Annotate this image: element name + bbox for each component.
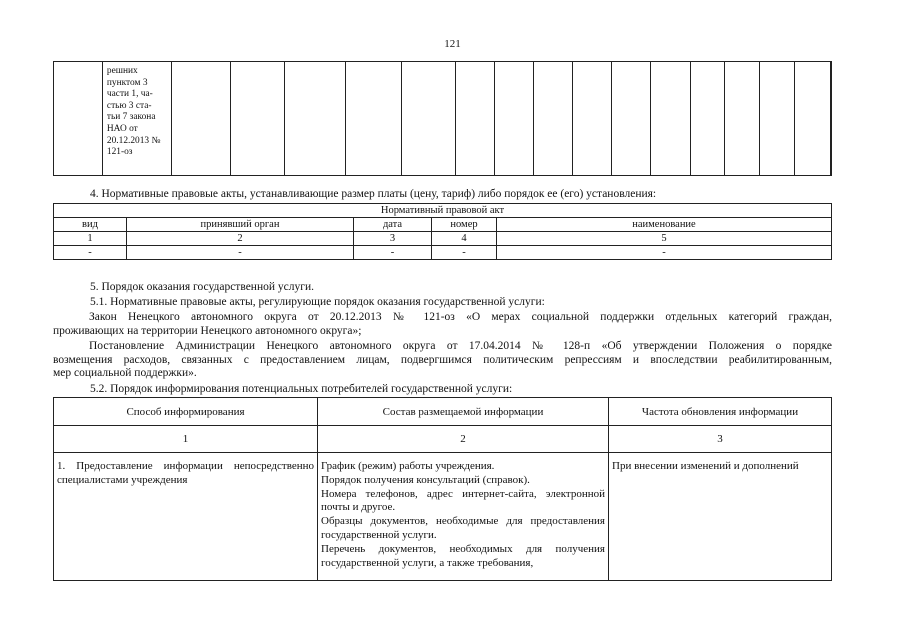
content-item: Образцы документов, необходимые для предоставления государственной услуги.	[321, 515, 605, 541]
table-cell: -	[127, 246, 354, 260]
table-cell	[495, 62, 534, 176]
column-number: 2	[127, 232, 354, 246]
table-cell	[285, 62, 345, 176]
table-cell	[534, 62, 572, 176]
column-number: 5	[497, 232, 832, 246]
table-cell: -	[497, 246, 832, 260]
informing-method: 1. Предоставление информации непосредственно специалистами учреждения	[54, 453, 318, 581]
tariff-acts-table	[53, 203, 832, 260]
table-cell	[795, 62, 831, 176]
update-frequency: При внесении изменений и дополнений	[609, 453, 832, 581]
page-number: 121	[444, 38, 461, 50]
table-cell	[725, 62, 760, 176]
column-number: 1	[54, 232, 127, 246]
table-cell	[651, 62, 690, 176]
section-5-2-heading: 5.2. Порядок информирования потенциальных потребителей государственной услуги:	[90, 383, 513, 395]
section-5-heading: 5. Порядок оказания государственной услуги.	[90, 281, 314, 293]
column-header: Частота обновления информации	[609, 398, 832, 426]
table-cell	[759, 62, 795, 176]
column-number: 3	[354, 232, 432, 246]
content-item: Номера телефонов, адрес интернет-сайта, электронной почты и другое.	[321, 487, 605, 514]
decree-line: Постановление Администрации Ненецкого автономного округа от 17.04.2014 № 128-п «Об утверждении Положения о порядке	[89, 340, 832, 352]
table-cell	[690, 62, 725, 176]
table-cell	[171, 62, 230, 176]
column-number: 1	[54, 426, 318, 453]
table-cell	[831, 62, 832, 176]
column-header: вид	[54, 218, 127, 232]
law-line: Закон Ненецкого автономного округа от 20.12.2013 № 121-оз «О мерах социальной поддержки отдельных категорий граждан,	[89, 311, 832, 323]
table-cell	[102, 62, 171, 176]
content-item: Перечень документов, необходимых для получения государственной услуги, а также требования,	[321, 542, 605, 569]
content-item: Порядок получения консультаций (справок).	[321, 473, 530, 486]
table-cell: -	[54, 246, 127, 260]
table-cell	[231, 62, 285, 176]
column-number: 4	[432, 232, 497, 246]
informing-table	[53, 397, 832, 581]
decree-line: возмещения расходов, связанных с предоставлением лицам, подвергшимся политическим репрессиям и впоследствии реабилитированным,	[53, 353, 832, 366]
table-cell	[402, 62, 456, 176]
table-group-header: Нормативный правовой акт	[54, 204, 832, 218]
column-number: 2	[318, 426, 609, 453]
column-header: Состав размещаемой информации	[318, 398, 609, 426]
section-4-heading: 4. Нормативные правовые акты, устанавливающие размер платы (цену, тариф) либо порядок ее (его) установления:	[90, 188, 657, 200]
column-header: Способ информирования	[54, 398, 318, 426]
table-cell	[612, 62, 651, 176]
law-reference-text: решних пунктом 3 части 1, ча- стью 3 ста- тьи 7 закона НАО от 20.12.2013 № 121-оз	[106, 66, 161, 158]
continuation-table	[53, 61, 832, 176]
section-5-1-heading: 5.1. Нормативные правовые акты, регулирующие порядок оказания государственной услуги:	[90, 296, 545, 308]
table-cell: -	[354, 246, 432, 260]
decree-paragraph	[53, 340, 832, 381]
decree-line: мер социальной поддержки».	[53, 367, 197, 379]
law-paragraph	[53, 311, 832, 338]
column-header: принявший орган	[127, 218, 354, 232]
table-cell	[54, 62, 103, 176]
information-content	[318, 453, 609, 581]
column-header: наименование	[497, 218, 832, 232]
table-cell: -	[432, 246, 497, 260]
table-cell	[345, 62, 402, 176]
column-header: номер	[432, 218, 497, 232]
law-line: проживающих на территории Ненецкого автономного округа»;	[53, 324, 362, 337]
table-cell	[572, 62, 611, 176]
column-number: 3	[609, 426, 832, 453]
column-header: дата	[354, 218, 432, 232]
content-item: График (режим) работы учреждения.	[321, 460, 495, 472]
table-cell	[455, 62, 494, 176]
